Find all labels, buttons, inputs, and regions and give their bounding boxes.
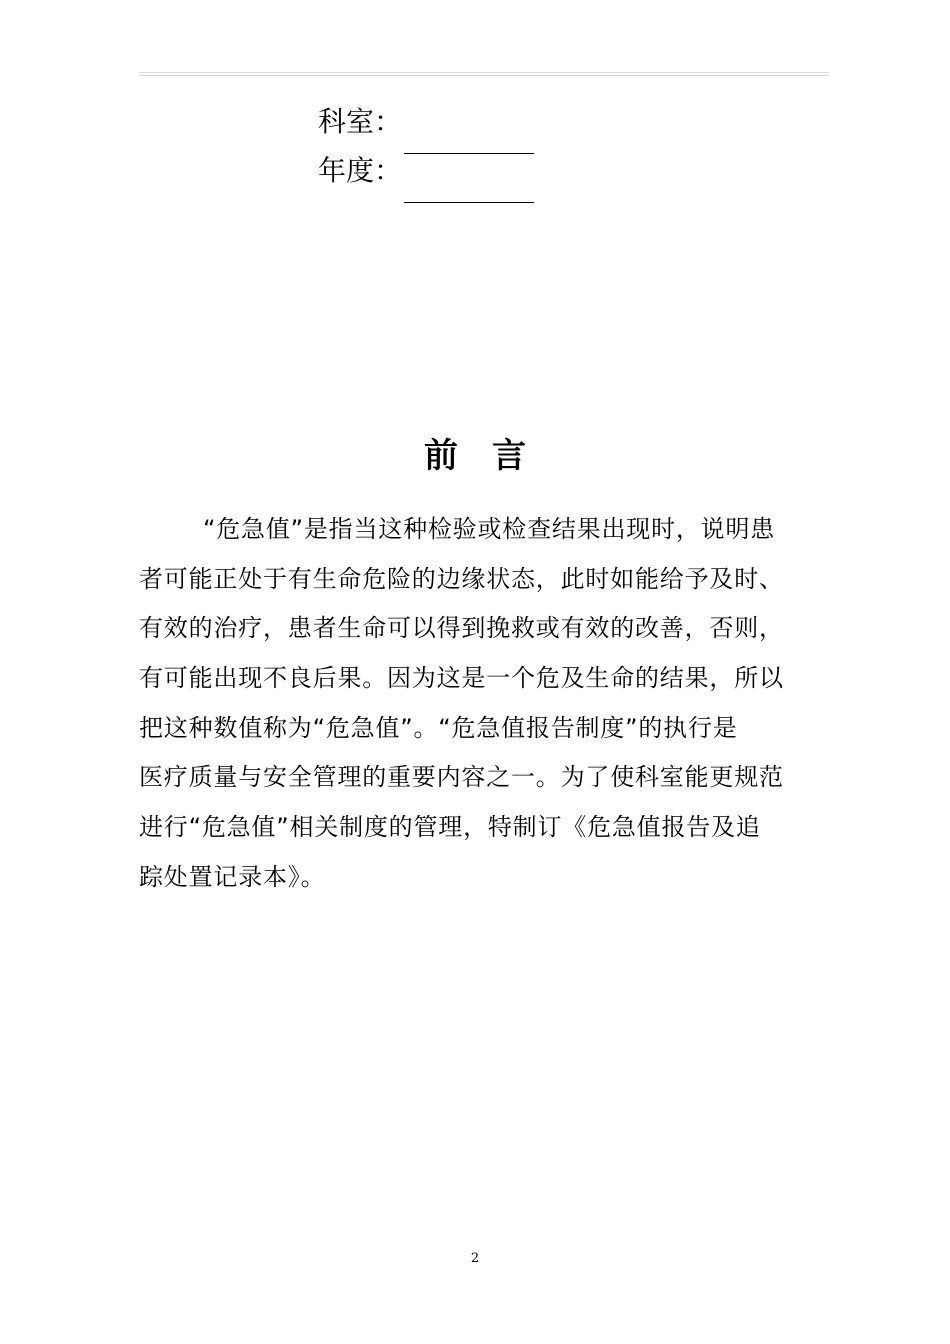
year-label: 年度： <box>318 154 403 187</box>
preface-line: 踪处置记录本》。 <box>139 862 326 891</box>
preface-line: 者可能正处于有生命危险的边缘状态，此时如能给予及时、 <box>139 564 784 593</box>
department-label: 科室： <box>318 105 403 138</box>
preface-line: 有效的治疗，患者生命可以得到挽救或有效的改善，否则， <box>139 614 784 643</box>
page-number: 2 <box>470 1251 480 1266</box>
header-rule-secondary <box>139 75 829 76</box>
preface-line: 进行“危急值”相关制度的管理，特制订《危急值报告及追 <box>139 813 761 842</box>
header-rule <box>139 72 829 73</box>
preface-line: 医疗质量与安全管理的重要内容之一。为了使科室能更规范 <box>139 763 784 792</box>
preface-body <box>139 505 829 903</box>
year-blank-line <box>404 202 534 203</box>
preface-line: 有可能出现不良后果。因为这是一个危及生命的结果，所以 <box>139 664 784 693</box>
preface-title: 前言 <box>424 436 560 476</box>
preface-line: “危急值”是指当这种检验或检查结果出现时，说明患 <box>203 515 776 543</box>
department-blank-line <box>404 153 534 154</box>
preface-line: 把这种数值称为“危急值”。“危急值报告制度”的执行是 <box>139 713 738 742</box>
